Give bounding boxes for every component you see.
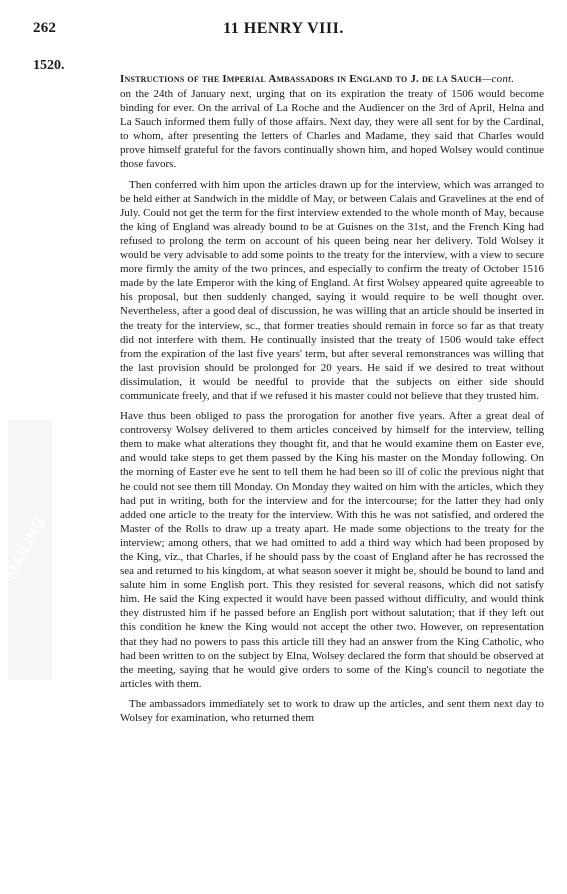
paragraph-3: Have thus been obliged to pass the prorogation for another five years. After a great deal of controversy Wolsey delivered to them articles conceived by himself for the interview, telling them to make what alterations they thought fit, and that he would examine them on Easter eve, and would take steps to get them passed by the King his master on the Monday following. On the morning of Easter eve he sent to tell them he had been so ill of colic the previous night that he could not see them till Monday. On Monday they waited on him with the articles, which they had put in writing, both for the interview and for the intercourse; for the latter they had only added one article to the treaty for the interview. With this he was not satisfied, and ordered the Master of the Rolls to draw up a treaty apart. He made some objections to the treaty for the interview; among others, that we had omitted to add a third way which had been proposed by the King, viz., that Charles, if he should pass by the coast of England after he has recrossed the sea and returned to his kingdom, at what season soever it might be, should be bound to land and salute him in some English port. This they resisted for several reasons, which did not satisfy him. He said the King expected it would have been passed without difficulty, and would think they distrusted him if he passed before an English port without salutation; that if they left out this condition he knew the King would not accept the other two. However, on representation that they had no powers to pass this article till they had an answer from the King Catholic, who had been written to on the subject by Elna, Wolsey declared the form that should be observed at the meeting, saying that he would give orders to some of the King's council to negotiate the articles with them. <box>120 410 544 690</box>
running-title: 11 HENRY VIII. <box>223 20 344 37</box>
margin-year: 1520. <box>33 58 65 73</box>
document-body <box>120 72 544 731</box>
paragraph-4: The ambassadors immediately set to work to draw up the articles, and sent them next day to Wolsey for examination, who returned them <box>120 697 544 725</box>
watermark-graphic <box>0 420 60 680</box>
watermark-stamp <box>0 420 60 680</box>
section-heading-continued: —cont. <box>481 73 515 85</box>
section-heading-text: Instructions of the Imperial Ambassadors in England to J. de la Sauch <box>120 73 482 85</box>
section-heading <box>120 72 544 87</box>
watermark-text: MAILING <box>2 514 50 582</box>
paragraph-2: Then conferred with him upon the articles drawn up for the interview, which was arranged to be held either at Sandwich in the middle of May, or between Calais and Gravelines at the end of July. Could not get the term for the first interview extended to the whole month of May, because the king of England was already bound to be at Guisnes on the 31st, and the French King had refused to prolong the term on account of his queen being near her delivery. Told Wolsey it would be very advisable to add some points to the treaty for the interview, with a view to secure more firmly the amity of the two princes, and especially to confirm the treaty of October 1516 made by the late Emperor with the king of England. At first Wolsey appeared quite agreeable to his proposal, but then suddenly changed, saying it would require to be well thought over. Nevertheless, after a good deal of discussion, he was willing that an article should be inserted in the treaty for the interview, sc., that former treaties should remain in force so far as that treaty did not interfere with them. He continually insisted that the treaty of 1506 would take effect from the expiration of the last five years' term, but after several remonstrances was willing that the last provision should be prolonged for 20 years. He said if we desired to treat without dissimulation, it would be needful to provide that the subjects on either side should communicate freely, and that if we refused it his master could not believe that they trusted him. <box>120 178 544 402</box>
page-number: 262 <box>33 20 57 36</box>
paragraph-1: on the 24th of January next, urging that on its expiration the treaty of 1506 would become binding for ever. On the arrival of La Roche and the Audiencer on the 3rd of April, Helna and La Sauch informed them fully of those affairs. Next day, they were all sent for by the Cardinal, to whom, after presenting the letters of Charles and Madame, they said that Charles would prove himself grateful for the favors continually shown him, and hoped Wolsey would continue those favors. <box>120 88 544 171</box>
